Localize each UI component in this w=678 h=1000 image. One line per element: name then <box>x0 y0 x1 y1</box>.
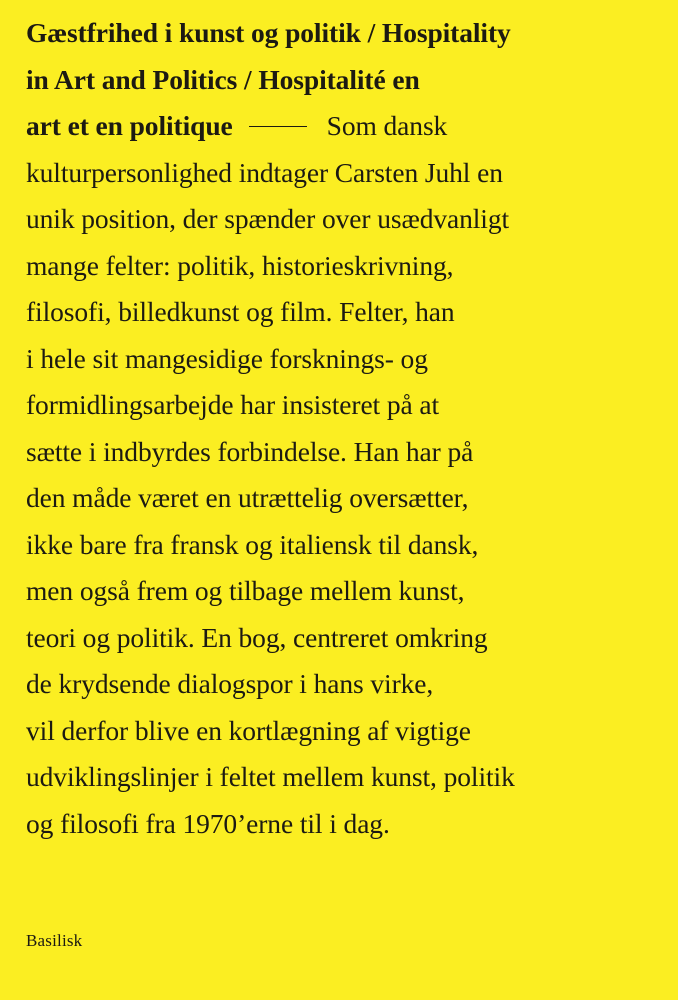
body-line-6: formidlingsarbejde har insisteret på at <box>26 389 440 420</box>
body-intro: Som dansk <box>326 110 448 141</box>
body-line-3: mange felter: politik, historieskrivning, <box>26 249 454 281</box>
body-line-10: men også frem og tilbage mellem kunst, <box>26 575 465 606</box>
body-line-2: unik position, der spænder over usædvanligt <box>26 203 510 234</box>
body-line-15: og filosofi fra 1970’erne til i dag. <box>26 807 390 839</box>
body-line-8: den måde været en utrættelig oversætter, <box>26 482 469 513</box>
body-line-14: udviklingslinjer i feltet mellem kunst, politik <box>26 761 515 792</box>
em-dash-rule <box>249 126 307 127</box>
body-line-11: teori og politik. En bog, centreret omkring <box>26 621 488 653</box>
title-line-3-with-intro <box>26 103 666 150</box>
cover-text <box>26 10 666 847</box>
body-line-9: ikke bare fra fransk og italiensk til dansk, <box>26 528 479 560</box>
title-line-2: in Art and Politics / Hospitalité en <box>26 63 420 95</box>
title-line-1: Gæstfrihed i kunst og politik / Hospitality <box>26 17 511 48</box>
title-line-3: art et en politique <box>26 110 233 141</box>
body-line-4: filosofi, billedkunst og film. Felter, han <box>26 296 455 327</box>
body-line-1: kulturpersonlighed indtager Carsten Juhl en <box>26 156 503 188</box>
body-line-7: sætte i indbyrdes forbindelse. Han har på <box>26 435 474 467</box>
body-line-5: i hele sit mangesidige forsknings- og <box>26 342 428 374</box>
body-line-12: de krydsende dialogspor i hans virke, <box>26 668 434 699</box>
body-line-13: vil derfor blive en kortlægning af vigtige <box>26 714 471 746</box>
publisher-name: Basilisk <box>26 931 83 950</box>
